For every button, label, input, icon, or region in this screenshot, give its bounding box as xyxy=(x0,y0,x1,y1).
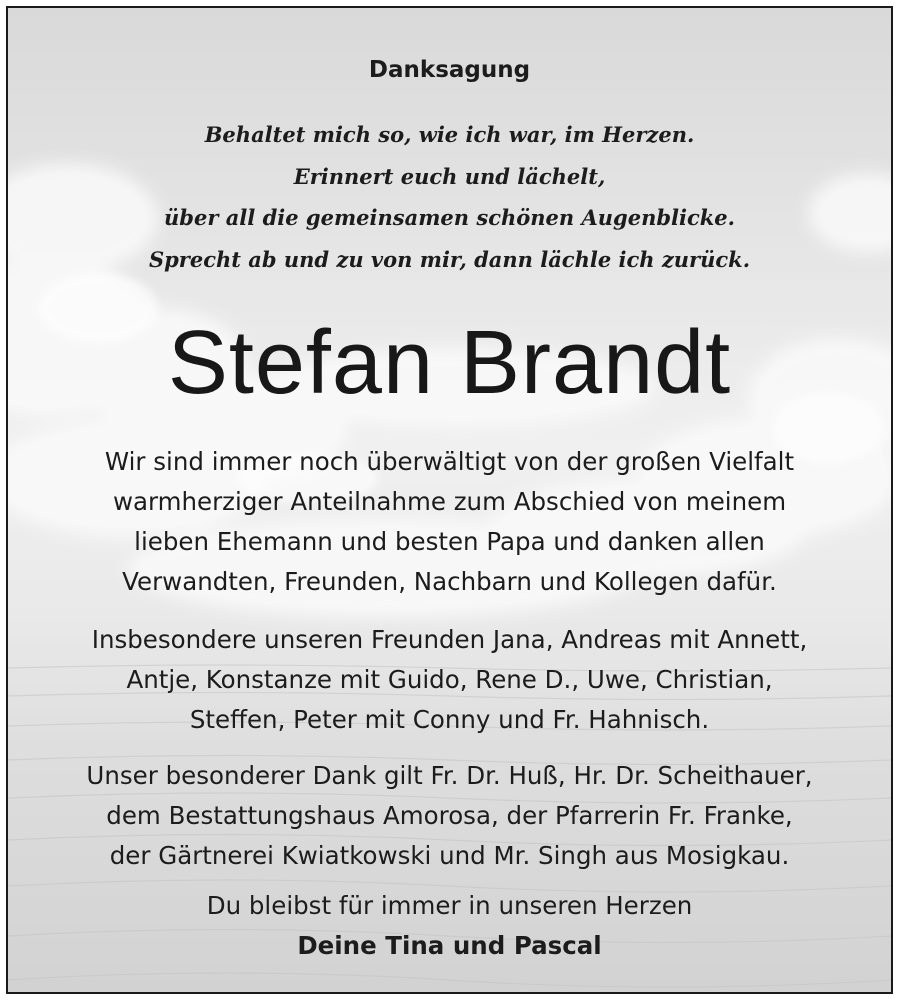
notice-content xyxy=(8,8,891,992)
poem-line: Sprecht ab und zu von mir, dann lächle ich zurück. xyxy=(148,246,751,272)
paragraph-line: warmherziger Anteilnahme zum Abschied von meinem xyxy=(112,487,787,516)
paragraph-line: Insbesondere unseren Freunden Jana, Andreas mit Annett, xyxy=(91,625,808,654)
poem-line: Erinnert euch und lächelt, xyxy=(293,163,606,189)
poem xyxy=(8,114,891,280)
paragraph-line: Verwandten, Freunden, Nachbarn und Kollegen dafür. xyxy=(122,567,777,596)
poem-line: Behaltet mich so, wie ich war, im Herzen. xyxy=(204,122,695,147)
obituary-notice xyxy=(6,6,893,994)
paragraph-line: Wir sind immer noch überwältigt von der großen Vielfalt xyxy=(104,447,795,476)
closing-line: Du bleibst für immer in unseren Herzen xyxy=(206,891,693,920)
paragraph-line: Unser besonderer Dank gilt Fr. Dr. Huß, Hr. Dr. Scheithauer, xyxy=(86,761,813,790)
deceased-name: Stefan Brandt xyxy=(167,313,732,413)
paragraph-line: der Gärtnerei Kwiatkowski und Mr. Singh aus Mosigkau. xyxy=(109,841,790,870)
friends-paragraph xyxy=(8,620,891,740)
poem-line: über all die gemeinsamen schönen Augenblicke. xyxy=(164,205,735,230)
notice-heading: Danksagung xyxy=(368,57,531,83)
thanks-paragraph xyxy=(8,442,891,602)
paragraph-line: lieben Ehemann und besten Papa und danken allen xyxy=(134,527,765,556)
signature: Deine Tina und Pascal xyxy=(297,931,602,960)
paragraph-line: Antje, Konstanze mit Guido, Rene D., Uwe, Christian, xyxy=(126,665,773,694)
paragraph-line: Steffen, Peter mit Conny und Fr. Hahnisch. xyxy=(189,705,710,734)
paragraph-line: dem Bestattungshaus Amorosa, der Pfarrerin Fr. Franke, xyxy=(106,801,793,830)
closing-block xyxy=(8,886,891,966)
special-thanks-paragraph xyxy=(8,756,891,876)
